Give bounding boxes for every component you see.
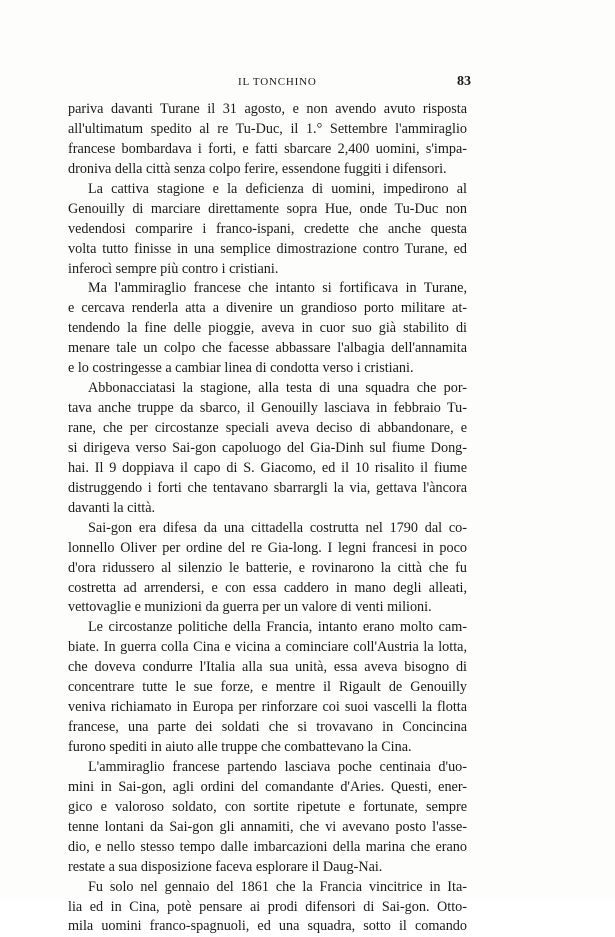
text-line: Ma l'ammiraglio francese che intanto si fortificava in Turane, [88, 280, 467, 297]
text-line: Abbonacciatasi la stagione, alla testa di una squadra che por- [88, 380, 467, 397]
body-text [68, 100, 467, 937]
text-line: Genouilly di marciare direttamente sopra Hue, onde Tu-Duc non [68, 200, 467, 217]
text-line: Sai-gon era difesa da una cittadella costrutta nel 1790 dal co- [88, 519, 467, 536]
text-line: restate a sua disposizione faceva esplorare il Daug-Nai. [68, 858, 383, 875]
running-title: IL TONCHINO [238, 76, 317, 88]
text-line: rane, che per circostanze speciali aveva deciso di abbandonare, e [68, 420, 467, 436]
text-line: tendendo la fine delle pioggie, aveva in cuor suo già stabilito di [68, 320, 467, 337]
text-line: mila uomini franco-spagnuoli, ed una squadra, sotto il comando [68, 918, 467, 935]
text-line: veniva richiamato in Europa per rinforzare coi suoi vascelli la flotta [68, 699, 467, 716]
text-line: hai. Il 9 doppiava il capo di S. Giacomo, ed il 10 risalito il fiume [68, 459, 467, 476]
text-line: concentrare tutte le sue forze, e mentre il Rigault de Genouilly [68, 679, 467, 696]
text-line: vettovaglie e munizioni da guerra per un valore di venti milioni. [68, 599, 432, 616]
text-line: tava anche truppe da sbarco, il Genouilly lasciava in febbraio Tu- [68, 400, 467, 417]
text-line: davanti la città. [68, 499, 156, 516]
text-line: Fu solo nel gennaio del 1861 che la Francia vincitrice in Ita- [88, 878, 467, 895]
text-line: e lo costringesse a cambiar linea di condotta verso i cristiani. [68, 360, 414, 377]
text-line: droniva della città senza colpo ferire, essendone fuggiti i difensori. [68, 160, 447, 177]
text-line: dio, e nello stesso tempo dalle imbarcazioni della marina che erano [68, 838, 467, 855]
text-line: francese, una parte dei soldati che si trovavano in Concincina [68, 719, 467, 736]
text-line: inferocì sempre più contro i cristiani. [68, 260, 279, 277]
text-line: tenne lontani da Sai-gon gli annamiti, che vi avevano posto l'asse- [68, 818, 467, 835]
text-line: L'ammiraglio francese partendo lasciava poche centinaia d'uo- [88, 758, 467, 775]
text-line: volta tutto finisse in una semplice dimostrazione contro Turane, ed [68, 240, 467, 257]
text-line: gico e valoroso soldato, con sortite ripetute e fortunate, sempre [68, 798, 467, 815]
text-line: Le circostanze politiche della Francia, intanto erano molto cam- [88, 619, 467, 636]
text-line: vedendosi comparire i franco-ispani, credette che anche questa [68, 220, 467, 237]
text-line: distruggendo i forti che tentavano sbarrargli la via, gettava l'àncora [68, 479, 467, 496]
text-line: si dirigeva verso Sai-gon capoluogo del Gia-Dinh sul fiume Dong- [68, 439, 467, 456]
text-line: La cattiva stagione e la deficienza di uomini, impedirono al [88, 180, 467, 197]
text-line: all'ultimatum spedito al re Tu-Duc, il 1.° Settembre l'ammiraglio [68, 120, 467, 137]
text-line: lia ed in Cina, potè pensare ai prodi difensori di Sai-gon. Otto- [68, 898, 467, 915]
text-line: mini in Sai-gon, agli ordini del comandante d'Aries. Questi, ener- [68, 778, 467, 795]
text-line: e cercava renderla atta a divenire un grandioso porto militare at- [68, 300, 467, 317]
text-line: biate. In guerra colla Cina e vicina a cominciare coll'Austria la lotta, [68, 639, 467, 656]
text-line: che doveva condurre l'Italia alla sua unità, essa aveva bisogno di [68, 659, 467, 676]
text-line: lonnello Oliver per ordine del re Gia-long. I legni francesi in poco [68, 539, 467, 556]
page-header [68, 74, 471, 94]
text-line: francese bombardava i forti, e fatti sbarcare 2,400 uomini, s'impa- [68, 140, 467, 157]
text-line: pariva davanti Turane il 31 agosto, e non avendo avuto risposta [68, 101, 467, 117]
text-line: furono spediti in aiuto alle truppe che combattevano la Cina. [68, 739, 412, 755]
text-line: menare tale un colpo che facesse abbassare l'albagia dell'annamita [68, 340, 467, 357]
page-number: 83 [457, 74, 471, 89]
text-line: d'ora ridussero al silenzio le batterie, e rovinarono la città che fu [68, 559, 467, 576]
text-line: costretta ad arrendersi, e con essa caddero in mano degli alleati, [68, 579, 467, 596]
